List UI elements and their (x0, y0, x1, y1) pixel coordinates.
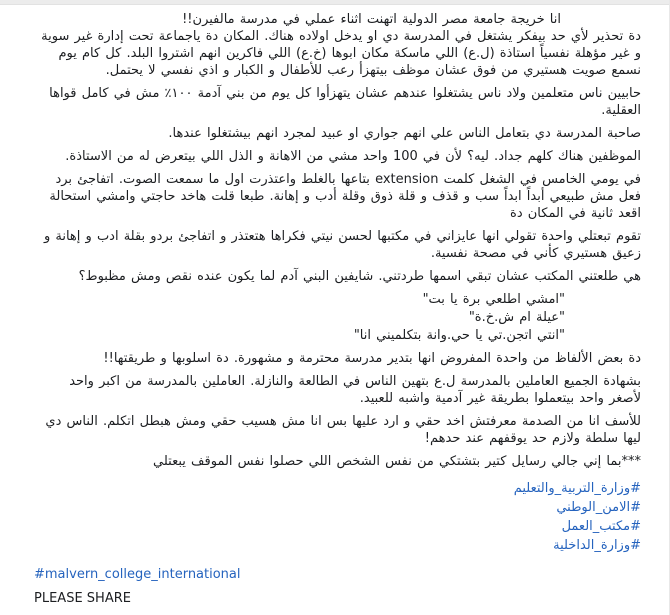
hashtag-ministry-of-interior[interactable]: #وزارة_الداخلية (553, 538, 641, 553)
post-paragraph: بشهادة الجميع العاملين بالمدرسة ل.ع بتهين الناس في الطالعة والنازلة. العاملين بالمدرسة من اكبر واحد لأصغر واحد بيتعملوا بطريقة غير آدمية واشبه للعبيد. (69, 374, 641, 406)
post-paragraph: هي طلعتني المكتب عشان تبقي اسمها طردتني. شايفين البني آدم لما يكون عنده نقص ومش مظبوط؟ (78, 269, 641, 284)
hashtag-labor-office[interactable]: #مكتب_العمل (561, 519, 641, 534)
post-paragraph: للأسف انا من الصدمة معرفتش اخد حقي و ارد عليها بس انا مش هسيب حقي ومش هبطل اتكلم. الناس دي ليها سلطة ولازم حد يوقفهم عند حدهم! (45, 414, 641, 446)
post-paragraph: صاحبة المدرسة دي بتعامل الناس علي انهم جواري او عبيد لمجرد انهم بيشتغلوا عندها. (168, 126, 641, 141)
quoted-speech: "عيلة ام ش.خ.ة" (468, 310, 565, 325)
post-closing-note: ***بما إني جالي رسايل كتير بتشتكي من نفس الشخص اللي حصلوا نفس الموقف يبعتلي (153, 454, 641, 469)
post-paragraph: دة تحذير لأي حد بيفكر يشتغل في المدرسة دي او يدخل اولاده هناك. المكان دة ياجماعة تحت إدارة غير سوية و غير مؤهلة نفسياً استاذة (ل.ع) اللي ماسكة مكان ابوها (خ.ع) اللي فاكرين انهم اشتروا البلد. كل كام يوم نسمع صويت هستيري من فوق عشان موظف بيتهزأ رعب للأطفال و الكبار و اذي نفسي لا يحتمل. (41, 29, 641, 78)
post-paragraph: حابيين ناس متعلمين ولاد ناس يشتغلوا عندهم عشان يتهزأوا كل يوم من بني آدمة ١٠٠٪ مش في كامل قواها العقلية. (49, 86, 641, 118)
quoted-speech: "انتي اتجن.تي يا حي.وانة بتكلميني انا" (353, 328, 565, 343)
hashtags-arabic-block (34, 480, 641, 555)
hashtag-national-security[interactable]: #الامن_الوطني (556, 500, 641, 515)
please-share-text: PLEASE SHARE (34, 591, 131, 606)
hashtag-ministry-of-education[interactable]: #وزارة_التربية_والتعليم (513, 481, 641, 496)
quoted-speech: "امشي اطلعي برة يا بت" (422, 292, 565, 307)
hashtag-malvern-college-international[interactable]: #malvern_college_international (34, 567, 241, 582)
post-paragraph: دة بعض الألفاظ من واحدة المفروض انها بتدير مدرسة محترمة و مشهورة. دة اسلوبها و طريقتها!! (103, 351, 641, 366)
post-intro-line: انا خريجة جامعة مصر الدولية اتهنت اثناء عملي في مدرسة مالفيرن!! (182, 12, 561, 27)
post-paragraph: تقوم تبعتلي واحدة تقولي انها عايزاني في مكتبها لحسن نيتي فكراها هتعتذر و اتفاجئ بردو بقلة ادب و إهانة و زعيق هستيري كأني في مصحة نفسية. (43, 229, 641, 261)
post-paragraph: الموظفين هناك كلهم جداد. ليه؟ لأن في 100 واحد مشي من الاهانة و الذل اللي بيتعرض له من الاستاذة. (65, 149, 641, 164)
post-body (0, 5, 669, 613)
post-paragraph: في يومي الخامس في الشغل كلمت extension بتاعها بالغلط واعتذرت اول ما سمعت الصوت. اتفاجئ برد فعل مش طبيعي أبداً ابداً سب و قذف و قلة ذوق وقلة أدب و إهانة. طبعا قلت هاخد حاجتي وامشي استحالة اقعد ثانية في المكان دة (49, 172, 641, 221)
